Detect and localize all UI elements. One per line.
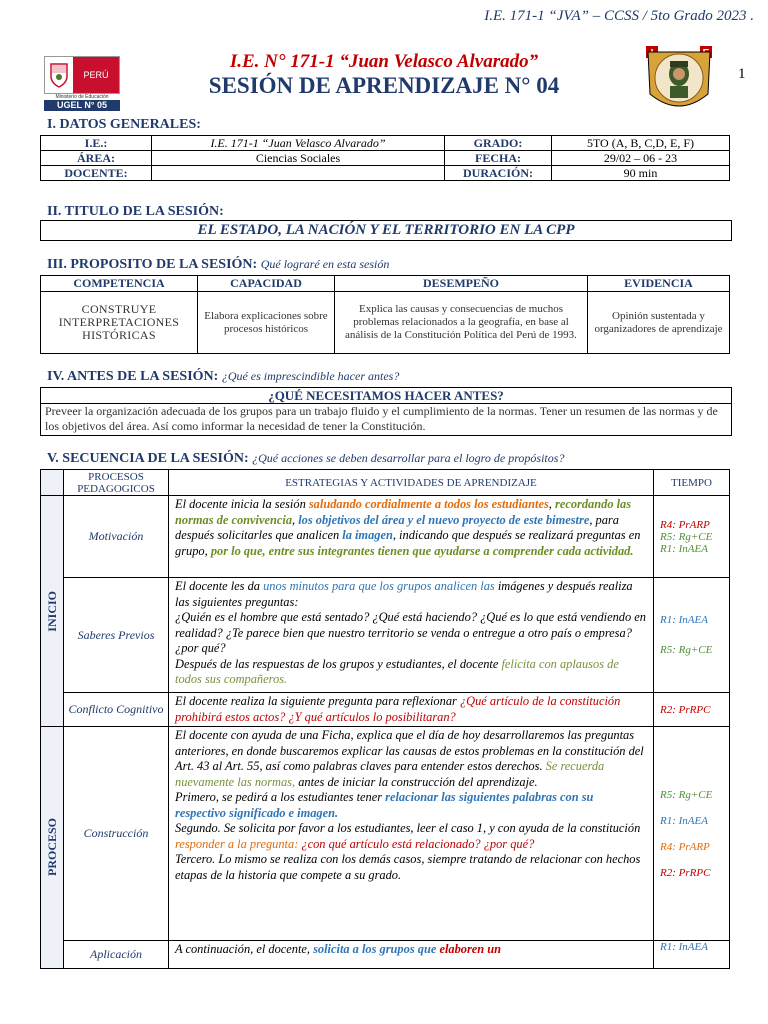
value-fecha: 29/02 – 06 - 23 [552,151,730,166]
secuencia-table [40,469,730,969]
col-evidencia: EVIDENCIA [588,276,730,292]
label-ie: I.E.: [41,136,152,151]
col-desempeno: DESEMPEÑO [335,276,588,292]
antes-box-title: ¿QUÉ NECESITAMOS HACER ANTES? [40,387,732,404]
value-duracion: 90 min [552,166,730,181]
proposito-heading-text: III. PROPOSITO DE LA SESIÓN: [47,257,258,272]
estrategia-motivacion: El docente inicia la sesión saludando cordialmente a todos los estudiantes, recordando las normas de convivencia, los objetivos del área y el nuevo proyecto de este bimestre, para después solicitarles que analicen la imagen, indicando que después se realizará preguntas en grupo, por lo que, entre sus integrantes tienen que ayudarse a comprender cada actividad. [169,496,654,578]
antes-box-text: Preveer la organización adecuada de los grupos para un trabajo fluido y el cumplimiento de la normas. Tener un resumen de las normas y de los objetivos del área. Así como informar la necesidad de tener la Constitución. [40,403,732,436]
table-row [41,292,730,354]
table-row [41,941,730,969]
section-secuencia-heading [47,451,564,467]
section-titulo-heading: II. TITULO DE LA SESIÓN: [47,204,224,219]
tiempo-motivacion: R4: PrARP R5: Rg+CE R1: InAEA [654,496,730,578]
table-header-row [41,276,730,292]
proceso-construccion: Construcción [64,727,169,941]
logo-ugel-text: UGEL N° 05 [44,100,120,111]
col-capacidad: CAPACIDAD [198,276,335,292]
phase-inicio-label: INICIO [44,590,59,632]
tiempo-conflicto: R2: PrRPC [654,693,730,727]
col-procesos: PROCESOS PEDAGOGICOS [64,470,169,496]
school-name: I.E. N° 171-1 “Juan Velasco Alvarado” [229,51,539,72]
col-competencia: COMPETENCIA [41,276,198,292]
section-datos-heading: I. DATOS GENERALES: [47,117,201,132]
label-duracion: DURACIÓN: [445,166,552,181]
table-row [41,727,730,941]
estrategia-conflicto: El docente realiza la siguiente pregunta para reflexionar ¿Qué artículo de la constitución prohibirá estos actos? ¿Y qué artículos lo posibilitaran? [169,693,654,727]
header-course-line: I.E. 171-1 “JVA” – CCSS / 5to Grado 2023 . [484,8,754,24]
table-row [41,136,730,151]
antes-subheading: ¿Qué es imprescindible hacer antes? [221,369,400,383]
label-docente: DOCENTE: [41,166,152,181]
phase-inicio [41,496,64,727]
antes-heading-text: IV. ANTES DE LA SESIÓN: [47,369,219,384]
logo-peru-text: PERÚ [73,57,119,93]
section-proposito-heading [47,257,389,273]
secuencia-heading-text: V. SECUENCIA DE LA SESIÓN: [47,451,249,466]
tiempo-saberes: R1: InAEA R5: Rg+CE [654,578,730,693]
cell-desempeno: Explica las causas y consecuencias de muchos problemas relacionados a la geografía, en base al análisis de la Constitución Política del Perú de 1993. [335,292,588,354]
proceso-aplicacion: Aplicación [64,941,169,969]
value-area: Ciencias Sociales [152,151,445,166]
tiempo-aplicacion: R1: InAEA [654,941,730,969]
session-topic-title: EL ESTADO, LA NACIÓN Y EL TERRITORIO EN LA CPP [40,220,732,241]
cell-competencia: CONSTRUYE INTERPRETACIONES HISTÓRICAS [41,292,198,354]
label-grado: GRADO: [445,136,552,151]
tiempo-construccion: R5: Rg+CE R1: InAEA R4: PrARP R2: PrRPC [654,727,730,941]
proceso-motivacion: Motivación [64,496,169,578]
value-grado: 5TO (A, B, C,D, E, F) [552,136,730,151]
phase-proceso [41,727,64,969]
cell-capacidad: Elabora explicaciones sobre procesos históricos [198,292,335,354]
table-row [41,496,730,578]
proceso-saberes: Saberes Previos [64,578,169,693]
phase-proceso-label: PROCESO [44,818,59,877]
cell-evidencia: Opinión sustentada y organizadores de aprendizaje [588,292,730,354]
proceso-conflicto: Conflicto Cognitivo [64,693,169,727]
table-row [41,693,730,727]
label-area: ÁREA: [41,151,152,166]
school-crest-icon [640,44,718,116]
datos-table [40,135,730,181]
value-ie: I.E. 171-1 “Juan Velasco Alvarado” [152,136,445,151]
page-number: 1 [738,66,746,82]
table-row [41,166,730,181]
table-header-row [41,470,730,496]
estrategia-aplicacion: A continuación, el docente, solicita a los grupos que elaboren un [169,941,654,969]
estrategia-construccion: El docente con ayuda de una Ficha, explica que el día de hoy desarrollaremos las preguntas anteriores, en donde buscaremos explicar las causas de estos problemas en la constitución del Art. 43 al Art. 55, así como palabras claves para entender estos derechos. Se recuerda nuevamente las normas, antes de iniciar la construcción del aprendizaje. Primero, se pedirá a los estudiantes tener relacionar las siguientes palabras con su respectivo significado e imagen. Segundo. Se solicita por favor a los estudiantes, leer el caso 1, y con ayuda de la constitución responder a la pregunta: ¿con qué artículo está relacionado? ¿por qué? Tercero. Lo mismo se realiza con los demás casos, siempre tratando de relacionar con hechos etapas de la historia que compete a su grado. [169,727,654,941]
logo-ministry-text: Ministerio de Educación [55,94,109,100]
proposito-subheading: Qué lograré en esta sesión [260,257,390,271]
col-phase [41,470,64,496]
table-row [41,578,730,693]
table-row [41,151,730,166]
estrategia-saberes: El docente les da unos minutos para que los grupos analicen las imágenes y después realiza las siguientes preguntas: ¿Quién es el hombre que está sentado? ¿Qué está haciendo? ¿Qué es lo que está vendiendo en realidad? ¿Te parece bien que nuestro territorio se venda o entregue a otro país o empresa? ¿por qué? Después de las respuestas de los grupos y estudiantes, el docente felicita con aplausos de todos sus compañeros. [169,578,654,693]
session-title: SESIÓN DE APRENDIZAJE N° 04 [208,73,560,98]
proposito-table [40,275,730,354]
section-antes-heading [47,369,399,385]
label-fecha: FECHA: [445,151,552,166]
secuencia-subheading: ¿Qué acciones se deben desarrollar para el logro de propósitos? [252,451,565,465]
col-estrategias: ESTRATEGIAS Y ACTIVIDADES DE APRENDIZAJE [169,470,654,496]
col-tiempo: TIEMPO [654,470,730,496]
value-docente [152,166,445,181]
